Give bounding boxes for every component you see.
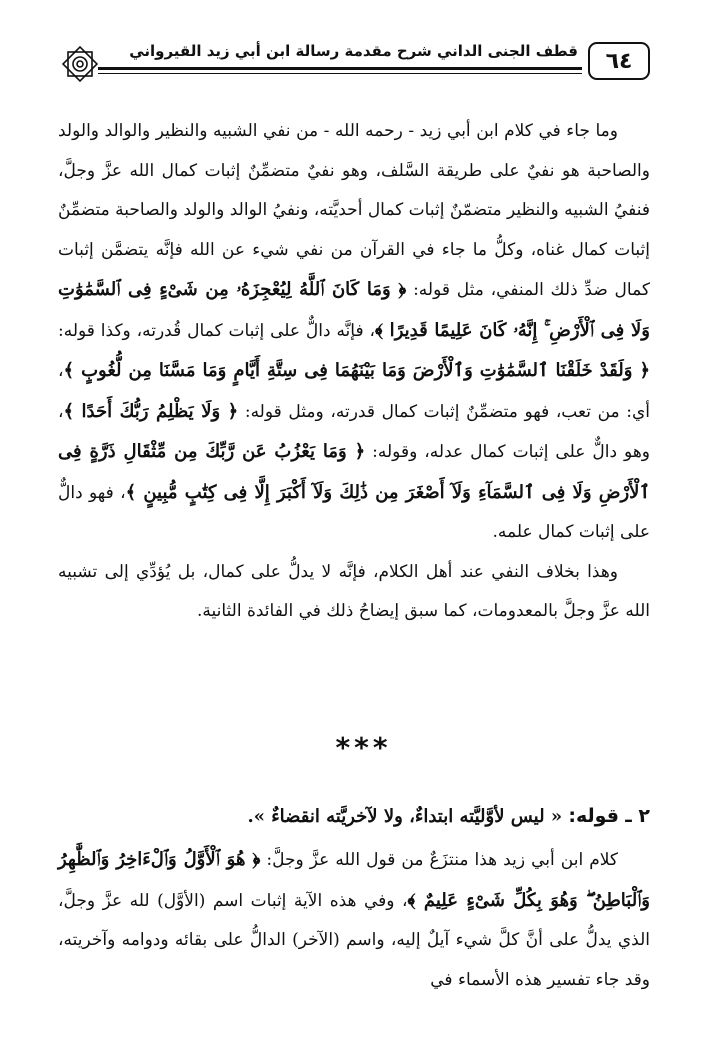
section-keyword: قوله: [568, 805, 619, 827]
section-quote: « ليس لأوَّليَّته ابتداءٌ، ولا لآخريَّته انقضاءٌ ». [247, 806, 563, 827]
section-text [58, 840, 650, 1000]
quran-verse-1: ﴿ وَمَا كَانَ ٱللَّهُ لِيُعْجِزَهُۥ مِن شَىْءٍ فِى ٱلسَّمَٰوَٰتِ وَلَا فِى ٱلْأَرْضِ ۚ إِنَّهُۥ كَانَ عَلِيمًا قَدِيرًا ﴾ [58, 279, 650, 341]
para1-text-5: ، فهو دالٌّ على إثبات كمال علمه. [58, 482, 650, 542]
header-rule-thin [98, 73, 582, 74]
page-header [58, 36, 650, 88]
paragraph-first-last [58, 840, 650, 1000]
star-flower-ornament-icon [60, 44, 100, 84]
para1-text-2: ، فإنَّه دالٌّ على إثبات كمال قُدرته، وكذا قوله: [58, 320, 375, 341]
running-title: قطف الجنى الداني شرح مقدمة رسالة ابن أبي زيد القيرواني [129, 42, 578, 60]
section-number: ٢ ـ [625, 805, 650, 827]
quran-verse-3: ﴿ وَلَا يَظْلِمُ رَبُّكَ أَحَدًا ﴾ [63, 400, 239, 422]
section-separator: *** [335, 731, 392, 764]
quran-verse-4: ﴿ وَمَا يَعْزُبُ عَن رَّبِّكَ مِن مِّثْقَالِ ذَرَّةٍ فِى ٱلْأَرْضِ وَلَا فِى ٱلسَّمَآءِ وَلَآ أَصْغَرَ مِن ذَٰلِكَ وَلَآ أَكْبَرَ إِلَّا فِى كِتَٰبٍ مُّبِينٍ ﴾ [58, 441, 650, 503]
paragraph-kalam: وهذا بخلاف النفي عند أهل الكلام، فإنَّه لا يدلُّ على كمال، بل يُؤدِّي إلى تشبيه الله عزَّ وجلَّ بالمعدومات، كما سبق إيضاحُ ذلك في الفائدة الثانية. [58, 561, 650, 621]
para1-text-1: وما جاء في كلام ابن أبي زيد - رحمه الله - من نفي الشبيه والنظير والوالد والولد والصاحبة هو نفيٌ على طريقة السَّلف، وهو نفيٌ متضمِّنٌ إثبات كمال الله عزَّ وجلَّ، فنفيُ الشبيه والنظير متضمّنٌ إثبات كمال أحديَّته، ونفيُ الوالد والولد والصاحبة متضمِّنٌ إثبات كمال غناه، وكلُّ ما جاء في القرآن من نفي شيء عن الله فإنَّه يتضمَّن إثبات كمال ضدِّ ذلك المنفي، مثل قوله: [58, 121, 651, 300]
main-text [58, 112, 650, 632]
quran-verse-2: ﴿ وَلَقَدْ خَلَقْنَا ٱلسَّمَٰوَٰتِ وَٱلْأَرْضَ وَمَا بَيْنَهُمَا فِى سِتَّةِ أَيَّامٍ وَمَا مَسَّنَا مِن لُّغُوبٍ ﴾ [63, 360, 650, 381]
para3-text-1: كلام ابن أبي زيد هذا منتزَعٌ من قول الله عزَّ وجلَّ: [266, 850, 619, 870]
para1-text-4: ، وهو دالٌّ على إثبات كمال عدله، وقوله: [58, 401, 651, 462]
para3-text-2: ، وفي هذه الآية إثبات اسم (الأوَّل) لله عزَّ وجلَّ، الذي يدلُّ على أنَّ كلَّ شيء آيلٌ إليه، واسم (الآخر) الدالُّ على بقائه ودوامه وآخريته، وقد جاء تفسير هذه الأسماء في [58, 890, 650, 990]
paragraph-negation [58, 112, 650, 553]
para1-text-3: ، أي: من تعب، فهو متضمِّنٌ إثبات كمال قدرته، ومثل قوله: [58, 361, 651, 422]
page-number: ٦٤ [588, 42, 650, 80]
section-heading [58, 796, 650, 837]
quran-verse-5: ﴿ هُوَ ٱلْأَوَّلُ وَٱلْءَاخِرُ وَٱلظَّٰهِرُ وَٱلْبَاطِنُ ۖ وَهُوَ بِكُلِّ شَىْءٍ عَلِيمٌ ﴾ [58, 849, 650, 911]
header-rule [98, 67, 582, 70]
